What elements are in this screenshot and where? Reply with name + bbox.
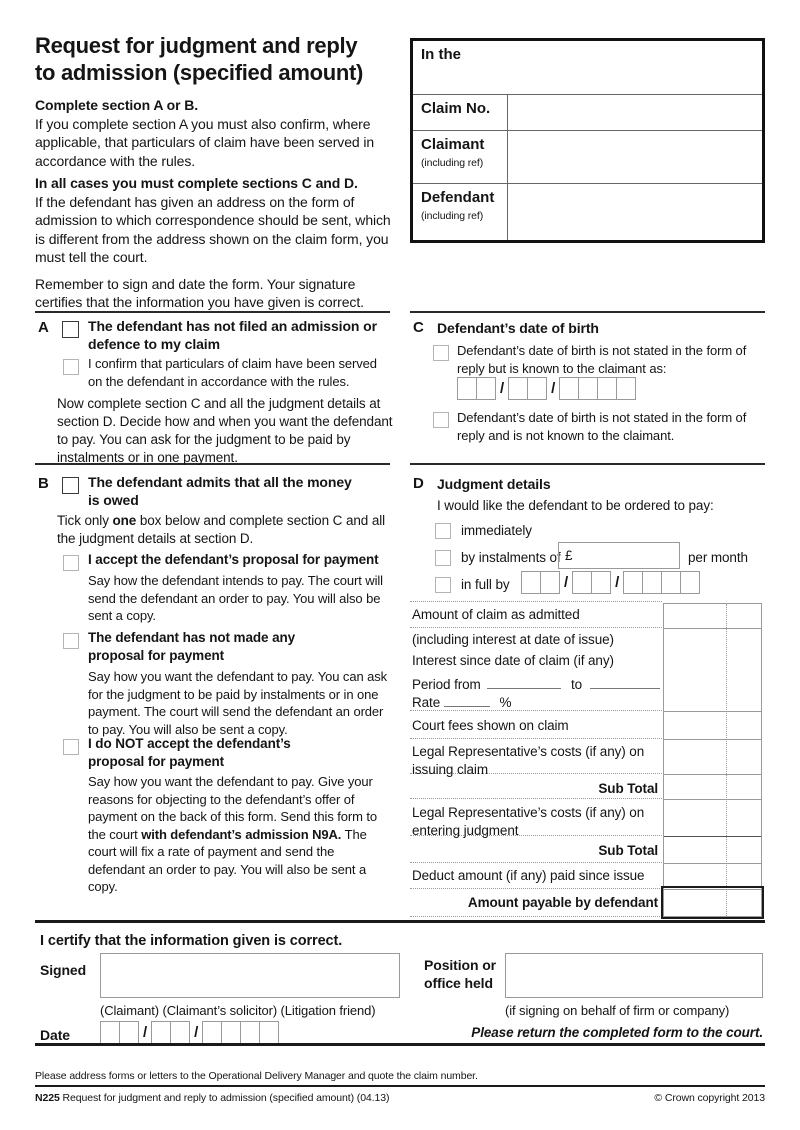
b-not-accept-body: Say how you want the defendant to pay. Give your reasons for objecting to the defendant’s offer of payment on the back of this form. Send this form to the court with defendant’s admission N9A. The court will fix a rate of payment and send the defendant an order to pay. You will also be sent a copy. <box>88 774 377 894</box>
period-to-blank[interactable] <box>590 676 660 689</box>
row-court-fees: Court fees shown on claim <box>412 718 569 733</box>
section-a-letter: A <box>38 319 49 336</box>
d-in-full-label: in full by <box>461 577 510 592</box>
c-dob-date-boxes <box>457 377 635 400</box>
row-costs-entering: Legal Representative’s costs (if any) on entering judgment <box>412 805 645 838</box>
signature-field[interactable] <box>100 953 400 998</box>
divider-left-top <box>35 311 390 313</box>
d-instalments-checkbox[interactable] <box>435 550 451 566</box>
intro-p3: Remember to sign and date the form. Your signature certifies that the information you have given is correct. <box>35 275 364 310</box>
pound-sign: £ <box>565 548 573 563</box>
intro-p2-bold: In all cases you must complete sections C and D. <box>35 175 358 191</box>
date-cell[interactable] <box>527 377 547 400</box>
date-cell[interactable] <box>572 571 592 594</box>
date-cell[interactable] <box>591 571 611 594</box>
date-slash: / <box>500 380 505 397</box>
section-a-checkbox[interactable] <box>62 321 79 338</box>
divider-right-top <box>410 311 765 313</box>
date-cell[interactable] <box>202 1021 222 1044</box>
amount-deduct[interactable] <box>664 863 761 889</box>
date-cell[interactable] <box>170 1021 190 1044</box>
return-note: Please return the completed form to the court. <box>471 1025 763 1040</box>
amount-claim-admitted[interactable] <box>664 604 761 628</box>
total-label: Amount payable by defendant <box>467 895 658 910</box>
footer-form-id: N225 Request for judgment and reply to admission (specified amount) (04.13) <box>35 1092 390 1104</box>
footer-copyright: © Crown copyright 2013 <box>654 1092 765 1104</box>
amount-interest[interactable] <box>664 628 761 711</box>
b-accept-heading: I accept the defendant’s proposal for payment <box>88 552 379 567</box>
date-cell[interactable] <box>597 377 617 400</box>
c-dob-known-text: Defendant’s date of birth is not stated in the form of reply but is known to the claimant as: <box>457 343 747 376</box>
signed-label: Signed <box>40 962 87 978</box>
row-claim-admitted-sub: (including interest at date of issue) <box>412 632 614 647</box>
section-d-heading: Judgment details <box>437 476 551 492</box>
section-b-letter: B <box>38 475 49 492</box>
divider-right-mid <box>410 463 765 465</box>
d-intro: I would like the defendant to be ordered to pay: <box>437 498 714 513</box>
claimant-field[interactable] <box>508 131 762 183</box>
in-the-label: In the <box>421 46 461 63</box>
court-header-box <box>410 38 765 243</box>
claim-no-field[interactable] <box>508 95 762 130</box>
date-cell[interactable] <box>680 571 700 594</box>
b-no-proposal-heading: The defendant has not made any proposal for payment <box>88 630 296 663</box>
row-costs-issuing: Legal Representative’s costs (if any) on issuing claim <box>412 744 645 777</box>
b-no-proposal-checkbox[interactable] <box>63 633 79 649</box>
signature-date-boxes <box>100 1021 278 1044</box>
period-from-blank[interactable] <box>487 676 561 689</box>
table-separator <box>410 916 662 917</box>
amount-subtotal-1[interactable] <box>664 774 761 799</box>
position-label: Position or office held <box>424 957 497 991</box>
rate-blank[interactable] <box>444 694 490 707</box>
row-interest: Interest since date of claim (if any) <box>412 653 614 668</box>
section-a-note: Now complete section C and all the judgment details at section D. Decide how and when you want the defendant to pay. You can ask for the judgment to be paid by instalments or in one payment. <box>57 396 393 465</box>
amount-subtotal-2[interactable] <box>664 836 761 863</box>
amount-column <box>663 603 762 917</box>
date-cell[interactable] <box>521 571 541 594</box>
claim-no-label: Claim No. <box>413 95 508 130</box>
defendant-field[interactable] <box>508 184 762 240</box>
b-accept-checkbox[interactable] <box>63 555 79 571</box>
claimant-including-ref: (including ref) <box>421 157 484 169</box>
table-separator <box>410 798 662 799</box>
c-dob-known-checkbox[interactable] <box>433 345 449 361</box>
amount-court-fees[interactable] <box>664 711 761 739</box>
table-separator <box>410 862 662 863</box>
subtotal-2-label: Sub Total <box>598 843 658 858</box>
intro-p2: If the defendant has given an address on the form of admission to which correspondence should be sent, which is different from the address shown on the claim form, you must tell the court. <box>35 193 391 265</box>
date-cell[interactable] <box>540 571 560 594</box>
claimant-label: Claimant (including ref) <box>413 131 508 183</box>
defendant-label: Defendant (including ref) <box>413 184 508 240</box>
section-c-heading: Defendant’s date of birth <box>437 320 599 336</box>
d-immediately-checkbox[interactable] <box>435 523 451 539</box>
section-b-checkbox[interactable] <box>62 477 79 494</box>
date-cell[interactable] <box>578 377 598 400</box>
c-dob-unknown-text: Defendant’s date of birth is not stated in the form of reply and is not known to the claimant. <box>457 410 747 443</box>
section-a-heading: The defendant has not filed an admission or defence to my claim <box>88 318 377 352</box>
amount-total[interactable] <box>664 889 761 916</box>
date-cell[interactable] <box>616 377 636 400</box>
date-cell[interactable] <box>151 1021 171 1044</box>
section-b-heading: The defendant admits that all the money is owed <box>88 474 352 508</box>
page-title <box>35 32 415 86</box>
amount-costs-issuing[interactable] <box>664 739 761 774</box>
section-c-letter: C <box>413 319 424 336</box>
section-d-letter: D <box>413 475 424 492</box>
date-cell[interactable] <box>559 377 579 400</box>
d-instalment-amount-field[interactable] <box>558 542 680 569</box>
row-rate: Rate % <box>412 695 512 710</box>
table-separator <box>410 627 662 628</box>
date-cell[interactable] <box>623 571 643 594</box>
row-deduct: Deduct amount (if any) paid since issue <box>412 868 645 883</box>
b-no-proposal-body: Say how you want the defendant to pay. You can ask for the judgment to be paid by instalments or in one payment. The court will send the defendant an order to pay. You will also be sent a copy. <box>88 669 388 737</box>
date-cell[interactable] <box>661 571 681 594</box>
date-cell[interactable] <box>476 377 496 400</box>
row-claim-admitted: Amount of claim as admitted <box>412 607 580 622</box>
date-label: Date <box>40 1027 70 1043</box>
date-cell[interactable] <box>457 377 477 400</box>
date-cell[interactable] <box>100 1021 120 1044</box>
date-slash: / <box>564 574 569 591</box>
row-period: Period from to <box>412 676 660 694</box>
c-dob-unknown-checkbox[interactable] <box>433 412 449 428</box>
b-not-accept-checkbox[interactable] <box>63 739 79 755</box>
date-cell[interactable] <box>508 377 528 400</box>
date-slash: / <box>143 1024 148 1041</box>
d-in-full-checkbox[interactable] <box>435 577 451 593</box>
d-instalments-label: by instalments of <box>461 550 561 565</box>
claimant-row <box>413 130 762 183</box>
table-separator <box>410 738 662 739</box>
d-in-full-date-boxes <box>521 571 699 594</box>
date-cell[interactable] <box>221 1021 241 1044</box>
date-slash: / <box>615 574 620 591</box>
subtotal-1-label: Sub Total <box>598 781 658 796</box>
amount-costs-entering[interactable] <box>664 799 761 836</box>
signed-capacity-note: (Claimant) (Claimant’s solicitor) (Litigation friend) <box>100 1003 376 1018</box>
page-title-line2: to admission (specified amount) <box>35 60 364 85</box>
intro-text <box>35 96 395 312</box>
claim-no-row <box>413 94 762 130</box>
table-separator <box>410 601 662 602</box>
rule-above-certification <box>35 920 765 923</box>
section-a-confirm-checkbox[interactable] <box>63 359 79 375</box>
position-note: (if signing on behalf of firm or company) <box>505 1003 730 1018</box>
d-immediately-label: immediately <box>461 523 532 538</box>
table-separator <box>410 888 662 889</box>
section-b-tick-note: Tick only one box below and complete section C and all the judgment details at section D. <box>57 513 386 546</box>
date-cell[interactable] <box>119 1021 139 1044</box>
intro-p1-bold: Complete section A or B. <box>35 97 199 113</box>
section-a-confirm-text: I confirm that particulars of claim have been served on the defendant in accordance with the rules. <box>88 356 377 389</box>
date-cell[interactable] <box>240 1021 260 1044</box>
date-slash: / <box>194 1024 199 1041</box>
date-cell[interactable] <box>259 1021 279 1044</box>
b-not-accept-heading: I do NOT accept the defendant’s proposal for payment <box>88 736 291 769</box>
footer-rule <box>35 1085 765 1087</box>
defendant-including-ref: (including ref) <box>421 210 484 222</box>
date-cell[interactable] <box>642 571 662 594</box>
b-accept-body: Say how the defendant intends to pay. The court will send the defendant an order to pay. You will also be sent a copy. <box>88 573 383 623</box>
date-slash: / <box>551 380 556 397</box>
rule-below-certification <box>35 1043 765 1046</box>
court-name-row[interactable] <box>413 41 762 94</box>
position-field[interactable] <box>505 953 763 998</box>
d-per-month-label: per month <box>688 550 748 565</box>
defendant-row <box>413 183 762 240</box>
page-title-line1: Request for judgment and reply <box>35 33 358 58</box>
intro-p1: If you complete section A you must also confirm, where applicable, that particulars of claim have been served in accordance with the rules. <box>35 115 375 169</box>
footer-note: Please address forms or letters to the Operational Delivery Manager and quote the claim number. <box>35 1070 478 1082</box>
certify-heading: I certify that the information given is correct. <box>40 933 343 949</box>
